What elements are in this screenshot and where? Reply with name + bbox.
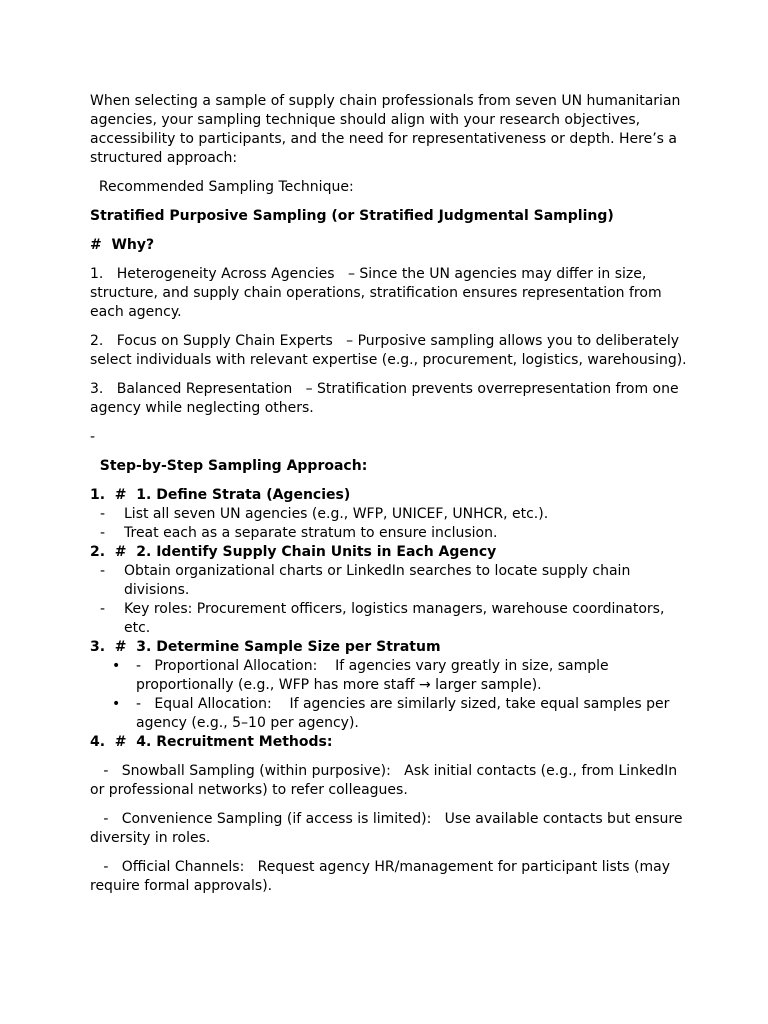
reason-lead: 2. Focus on Supply Chain Experts — [90, 333, 347, 349]
step-item-text: List all seven UN agencies (e.g., WFP, UNICEF, UNHCR, etc.). — [124, 506, 549, 522]
dash-marker: - — [100, 563, 106, 579]
reason-lead: 1. Heterogeneity Across Agencies — [90, 266, 348, 282]
step-title: 1. # 1. Define Strata (Agencies) — [90, 487, 351, 503]
why-heading: # Why? — [90, 237, 155, 253]
step-item — [90, 562, 690, 600]
reason-text: – Stratification prevents overrepresentation from one agency while neglecting others. — [90, 381, 679, 416]
steps-list — [90, 486, 690, 752]
reason-item — [90, 332, 690, 370]
document-body — [90, 92, 690, 906]
recruitment-item: - Convenience Sampling (if access is limited): Use available contacts but ensure diversity in roles. — [90, 811, 687, 846]
step-item-text: Treat each as a separate stratum to ensure inclusion. — [124, 525, 498, 541]
recruitment-item: - Official Channels: Request agency HR/management for participant lists (may require formal approvals). — [90, 859, 675, 894]
recruitment-item: - Snowball Sampling (within purposive): Ask initial contacts (e.g., from LinkedIn or professional networks) to refer colleagues. — [90, 763, 682, 798]
reason-item — [90, 265, 690, 322]
dash-marker: - — [100, 525, 106, 541]
step-item — [90, 524, 690, 543]
step-title: 4. # 4. Recruitment Methods: — [90, 734, 333, 750]
reason-item — [90, 380, 690, 418]
reason-text: – Since the UN agencies may differ in size, structure, and supply chain operations, stratification ensures representation from each agency. — [90, 266, 662, 320]
step-bullet — [90, 657, 690, 695]
bullet-marker: • — [112, 658, 121, 674]
bullet-marker: • — [112, 696, 121, 712]
step-item — [90, 505, 690, 524]
reason-text: – Purposive sampling allows you to deliberately select individuals with relevant expertise (e.g., procurement, logistics, warehousing). — [90, 333, 687, 368]
recommended-label: Recommended Sampling Technique: — [90, 179, 354, 195]
step-item-text: Obtain organizational charts or LinkedIn searches to locate supply chain divisions. — [124, 563, 631, 598]
steps-heading: Step-by-Step Sampling Approach: — [90, 458, 368, 474]
step-title: 3. # 3. Determine Sample Size per Stratum — [90, 639, 441, 655]
step-bullet-text: - Proportional Allocation: If agencies vary greatly in size, sample proportionally (e.g., WFP has more staff → larger sample). — [136, 658, 614, 693]
step-item — [90, 600, 690, 638]
intro-paragraph: When selecting a sample of supply chain professionals from seven UN humanitarian agencies, your sampling technique should align with your research objectives, accessibility to participants, and the need for representativeness or depth. Here’s a structured approach: — [90, 93, 681, 166]
dash-marker: - — [100, 601, 106, 617]
separator-dash: - — [90, 429, 96, 445]
step-title: 2. # 2. Identify Supply Chain Units in Each Agency — [90, 544, 497, 560]
dash-marker: - — [100, 506, 106, 522]
step-bullet — [90, 695, 690, 733]
technique-title: Stratified Purposive Sampling (or Stratified Judgmental Sampling) — [90, 208, 614, 224]
reason-lead: 3. Balanced Representation — [90, 381, 306, 397]
step-bullet-text: - Equal Allocation: If agencies are similarly sized, take equal samples per agency (e.g., 5–10 per agency). — [136, 696, 674, 731]
step-item-text: Key roles: Procurement officers, logistics managers, warehouse coordinators, etc. — [124, 601, 665, 636]
